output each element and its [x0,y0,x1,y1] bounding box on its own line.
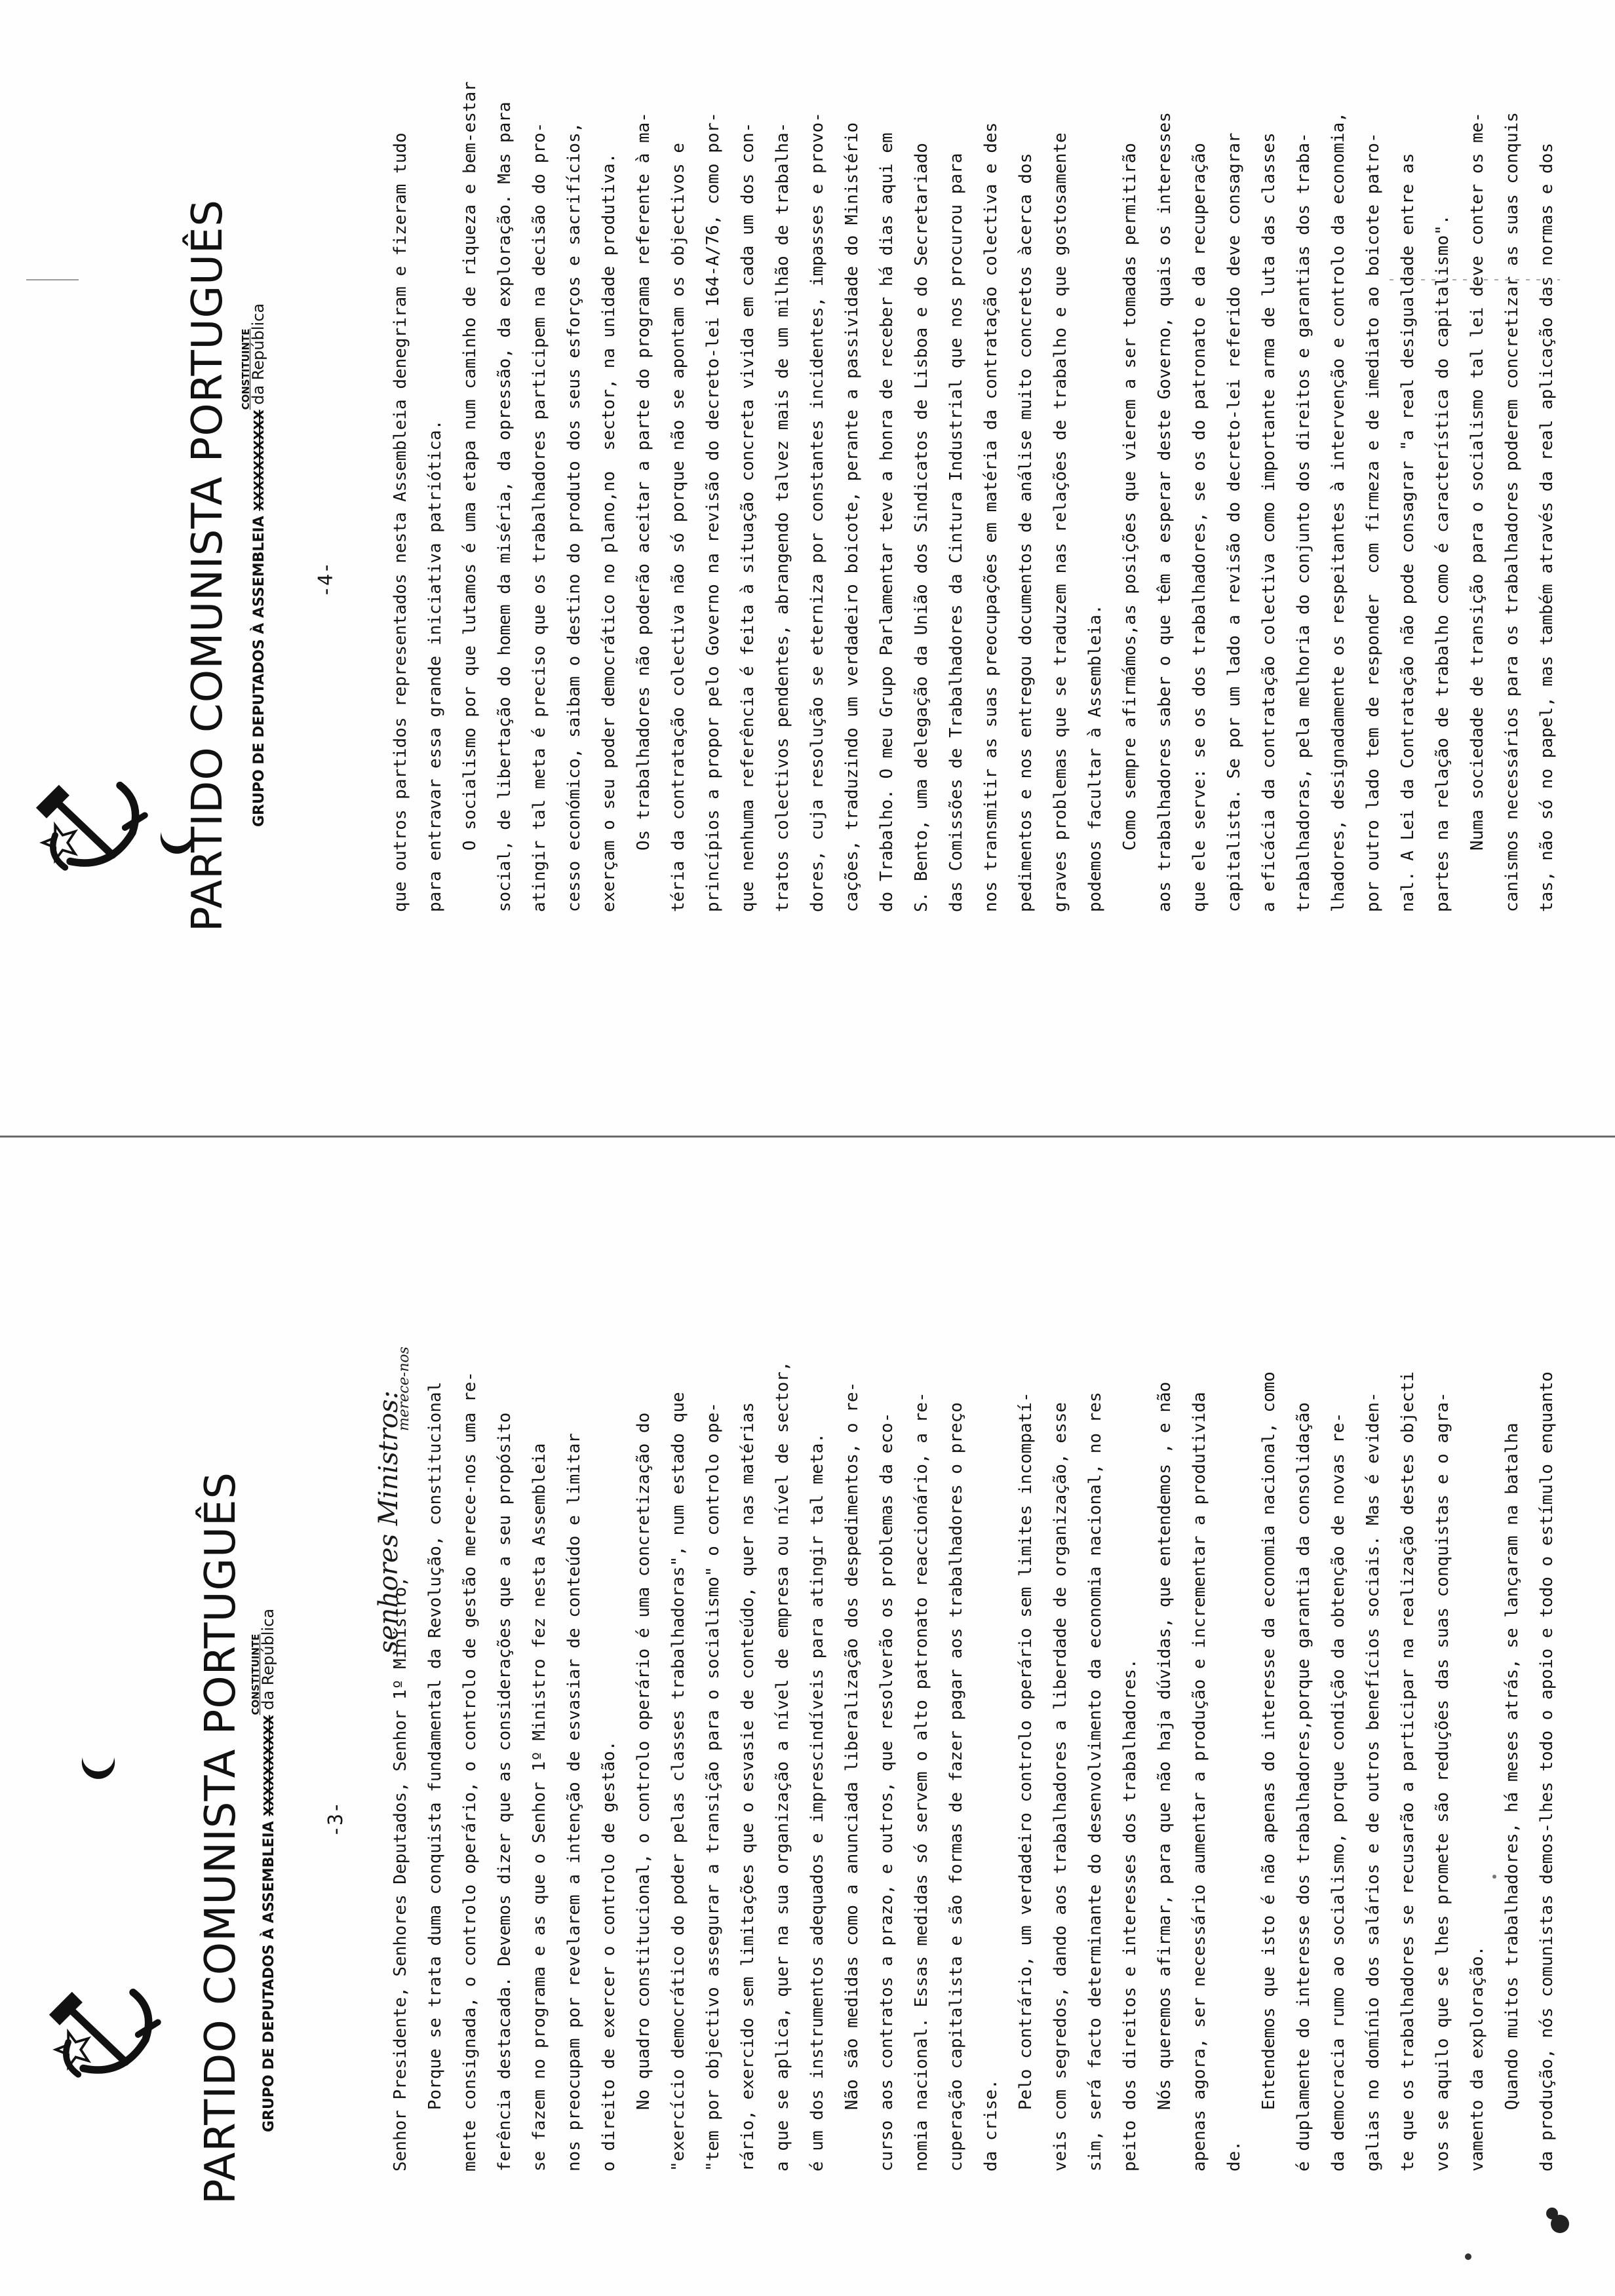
text-line: cuperação capitalista e são formas de fazer pagar aos trabalhadores o preço [946,1402,966,2172]
text-line: Senhor Presidente, Senhores Deputados, Senhor 1º Ministro, [391,1577,410,2172]
text-line: Os trabalhadores não poderão aceitar a parte do programa referente à ma- [634,112,653,912]
text-line: pedimentos e nos entregou documentos de análise muito concretos àcerca dos [1016,153,1036,912]
text-line: lhadores, designadamente os respeitantes à intervenção e controlo da economia, [1329,112,1348,912]
page-3 [0,1148,1615,2296]
text-line: se fazem no programa e as que o Senhor 1º Ministro fez nesta Assembleia [530,1443,549,2172]
text-line: Porque se trata duma conquista fundamental da Revolução, constitucional [425,1381,445,2172]
text-line: curso aos contratos a prazo, e outros, que resolverão os problemas da eco- [877,1412,897,2172]
party-name: PARTIDO COMUNISTA PORTUGUÊS [184,199,232,932]
text-line: de. [1224,2141,1244,2172]
group-prefix: GRUPO DE DEPUTADOS À ASSEMBLEIA [251,516,267,827]
text-line: capitalista. Se por um lado a revisão do decreto-lei referido deve consagrar [1224,132,1244,912]
text-line: trabalhadoras, pela melhoria do conjunto dos direitos e garantias dos traba- [1294,132,1313,912]
text-line: vamento da exploração. [1468,1945,1487,2172]
parliamentary-group-line: GRUPO DE DEPUTADOS À ASSEMBLEIA XXXXXXXXXXCONSTITUINTE da República [250,1608,277,2132]
scan-specks [0,1148,1615,2296]
text-line: peito dos direitos e interesses dos trabalhadores. [1120,1658,1140,2172]
group-struck-word: XXXXXXXXXX [251,410,267,511]
text-line: que ele serve: se os dos trabalhadores, se os do patronato e da recuperação [1190,143,1209,912]
text-line: que nenhuma referência é feita à situação concreta vivida em cada um dos con- [738,122,758,912]
text-line: cações, traduzindo um verdadeiro boicote, perante a passividade do Ministério [842,122,862,912]
text-line: das Comissões de Trabalhadores da Cintura Industrial que nos procurou para [946,153,966,912]
text-line: podemos facultar à Assembleia. [1085,604,1105,912]
text-line: "tem por objectivo assegurar a transição para o socialismo" o controlo ope- [703,1402,723,2172]
text-line: partes na relação de trabalho como é característica do capitalismo". [1433,214,1452,912]
text-line: nos preocupam por revelarem a intenção de esvasiar de conteúdo e limitar [564,1432,584,2172]
text-line: que outros partidos representados nesta Assembleia denegriram e fizeram tudo [391,132,410,912]
group-suffix: da República [249,303,267,405]
text-line: a eficácia da contratação colectiva como importante arma de luta das classes [1259,132,1279,912]
text-line: te que os trabalhadores se recusarão a participar na realização destes objecti [1398,1371,1418,2172]
text-line: da produção, nós comunistas demos-lhes todo o apoio e todo o estímulo enquanto [1537,1371,1557,2172]
text-line: vos se aquilo que se lhes promete são reduções das suas conquistas e o agra- [1433,1392,1452,2172]
text-line: dores, cuja resolução se eterniza por constantes incidentes, impasses e provo- [808,112,827,912]
text-line: Quando muitos trabalhadores, há meses atrás, se lançaram na batalha [1502,1423,1522,2172]
text-line: é um dos instrumentos adequados e imprescindíveis para atingir tal meta. [808,1432,827,2172]
page-number: -4- [315,562,338,598]
text-line: por outro lado tem de responder com firmeza e de imediato ao boicote patro- [1363,132,1383,912]
text-line: atingir tal meta é preciso que os trabalhadores participem na decisão do pro- [530,122,549,912]
text-line: para entravar essa grande iniciativa patriótica. [425,419,445,912]
text-line: graves problemas que se traduzem nas relações de trabalho e que gostosamente [1051,132,1070,912]
text-line: nomia nacional. Essas medidas só servem o alto patronato reaccionário, a re- [912,1392,931,2172]
text-line: é duplamente do interesse dos trabalhadores,porque garantia da consolidação [1294,1402,1313,2172]
text-line: "exercício democrático do poder pelas classes trabalhadoras", num estado que [669,1392,688,2172]
text-line: O socialismo por que lutamos é uma etapa num caminho de riqueza e bem-estar [460,81,480,912]
text-line: da crise. [981,2079,1001,2172]
group-struck-word: XXXXXXXXXX [261,1715,277,1816]
text-line: princípios a propor pelo Governo na revisão do decreto-lei 164-A/76, como por- [703,112,723,912]
text-line: Nós queremos afirmar, para que não haja dúvidas, que entendemos , e não [1155,1381,1175,2172]
text-line: social, de libertação do homem da miséria, da opressão, da exploração. Mas para [495,102,515,912]
text-line: mente consignada, o controlo operário, o controlo de gestão merece-nos uma re- [460,1371,480,2172]
text-line: No quadro constitucional, o controlo operário é uma concretização do [634,1412,653,2172]
parliamentary-group-line: GRUPO DE DEPUTADOS À ASSEMBLEIA XXXXXXXXXXCONSTITUINTE da República [240,303,267,827]
handwritten-insert: senhores Ministros: [374,1390,404,1654]
text-line: téria da contratação colectiva não só porque não se apontam os objectivos e [669,143,688,912]
text-line: Como sempre afirmámos,as posições que vierem a ser tomadas permitirão [1120,143,1140,912]
text-line: S. Bento, uma delegação da União dos Sindicatos de Lisboa e do Secretariado [912,143,931,912]
text-line: exerçam o seu poder democrático no plano,no sector, na unidade produtiva. [599,153,619,912]
text-line: tratos colectivos pendentes, abrangendo talvez mais de um milhão de trabalha- [773,122,792,912]
text-line: sim, será facto determinante do desenvolvimento da economia nacional, no res [1085,1392,1105,2172]
text-line: Entendemos que isto é não apenas do interesse da economia nacional, como [1259,1371,1279,2172]
page-number: -3- [324,1801,347,1837]
text-line: tas, não só no papel, mas também através da real aplicação das normas e dos [1537,143,1557,912]
text-line: galias no domínio dos salários e de outros benefícios sociais. Mas é eviden- [1363,1392,1383,2172]
party-name: PARTIDO COMUNISTA PORTUGUÊS [197,1471,245,2204]
text-line: a que se aplica, quer na sua organização a nível de empresa ou nível de sector, [773,1361,792,2172]
text-line: ferência destacada. Devemos dizer que as considerações que a seu propósito [495,1412,515,2172]
text-line: veis com segredos, dando aos trabalhadores a liberdade de organização, esse [1051,1402,1070,2172]
text-line: rário, exercido sem limitações que o esvasie de conteúdo, quer nas matérias [738,1402,758,2172]
text-line: do Trabalho. O meu Grupo Parlamentar teve a honra de receber há dias aqui em [877,132,897,912]
group-prefix: GRUPO DE DEPUTADOS À ASSEMBLEIA [261,1821,277,2132]
text-line: nos transmitir as suas preocupações em matéria da contratação colectiva e des [981,122,1001,912]
text-line: Não são medidas como a anunciada liberalização dos despedimentos, o re- [842,1381,862,2172]
text-line: o direito de exercer o controlo de gestão. [599,1740,619,2172]
text-line: canismos necessários para os trabalhadores poderem concretizar as suas conquis [1502,112,1522,912]
text-line: cesso económico, saibam o destino do produto dos seus esforços e sacrifícios, [564,122,584,912]
text-line: nal. A Lei da Contratação não pode consagrar "a real desigualdade entre as [1398,153,1418,912]
text-line: Numa sociedade de transição para o socialismo tal lei deve conter os me- [1468,112,1487,912]
text-line: Pelo contrário, um verdadeiro controlo operário sem limites incompatí- [1016,1392,1036,2172]
text-line: aos trabalhadores saber o que têm a esperar deste Governo, quais os interesses [1155,112,1175,912]
handwritten-margin-note: merece-nos [396,1347,412,1431]
text-line: apenas agora, ser necessário aumentar a produção e incrementar a produtivida [1190,1392,1209,2172]
group-suffix: da República [259,1608,277,1710]
text-line: da democracia rumo ao socialismo, porque condição da obtenção de novas re- [1329,1412,1348,2172]
